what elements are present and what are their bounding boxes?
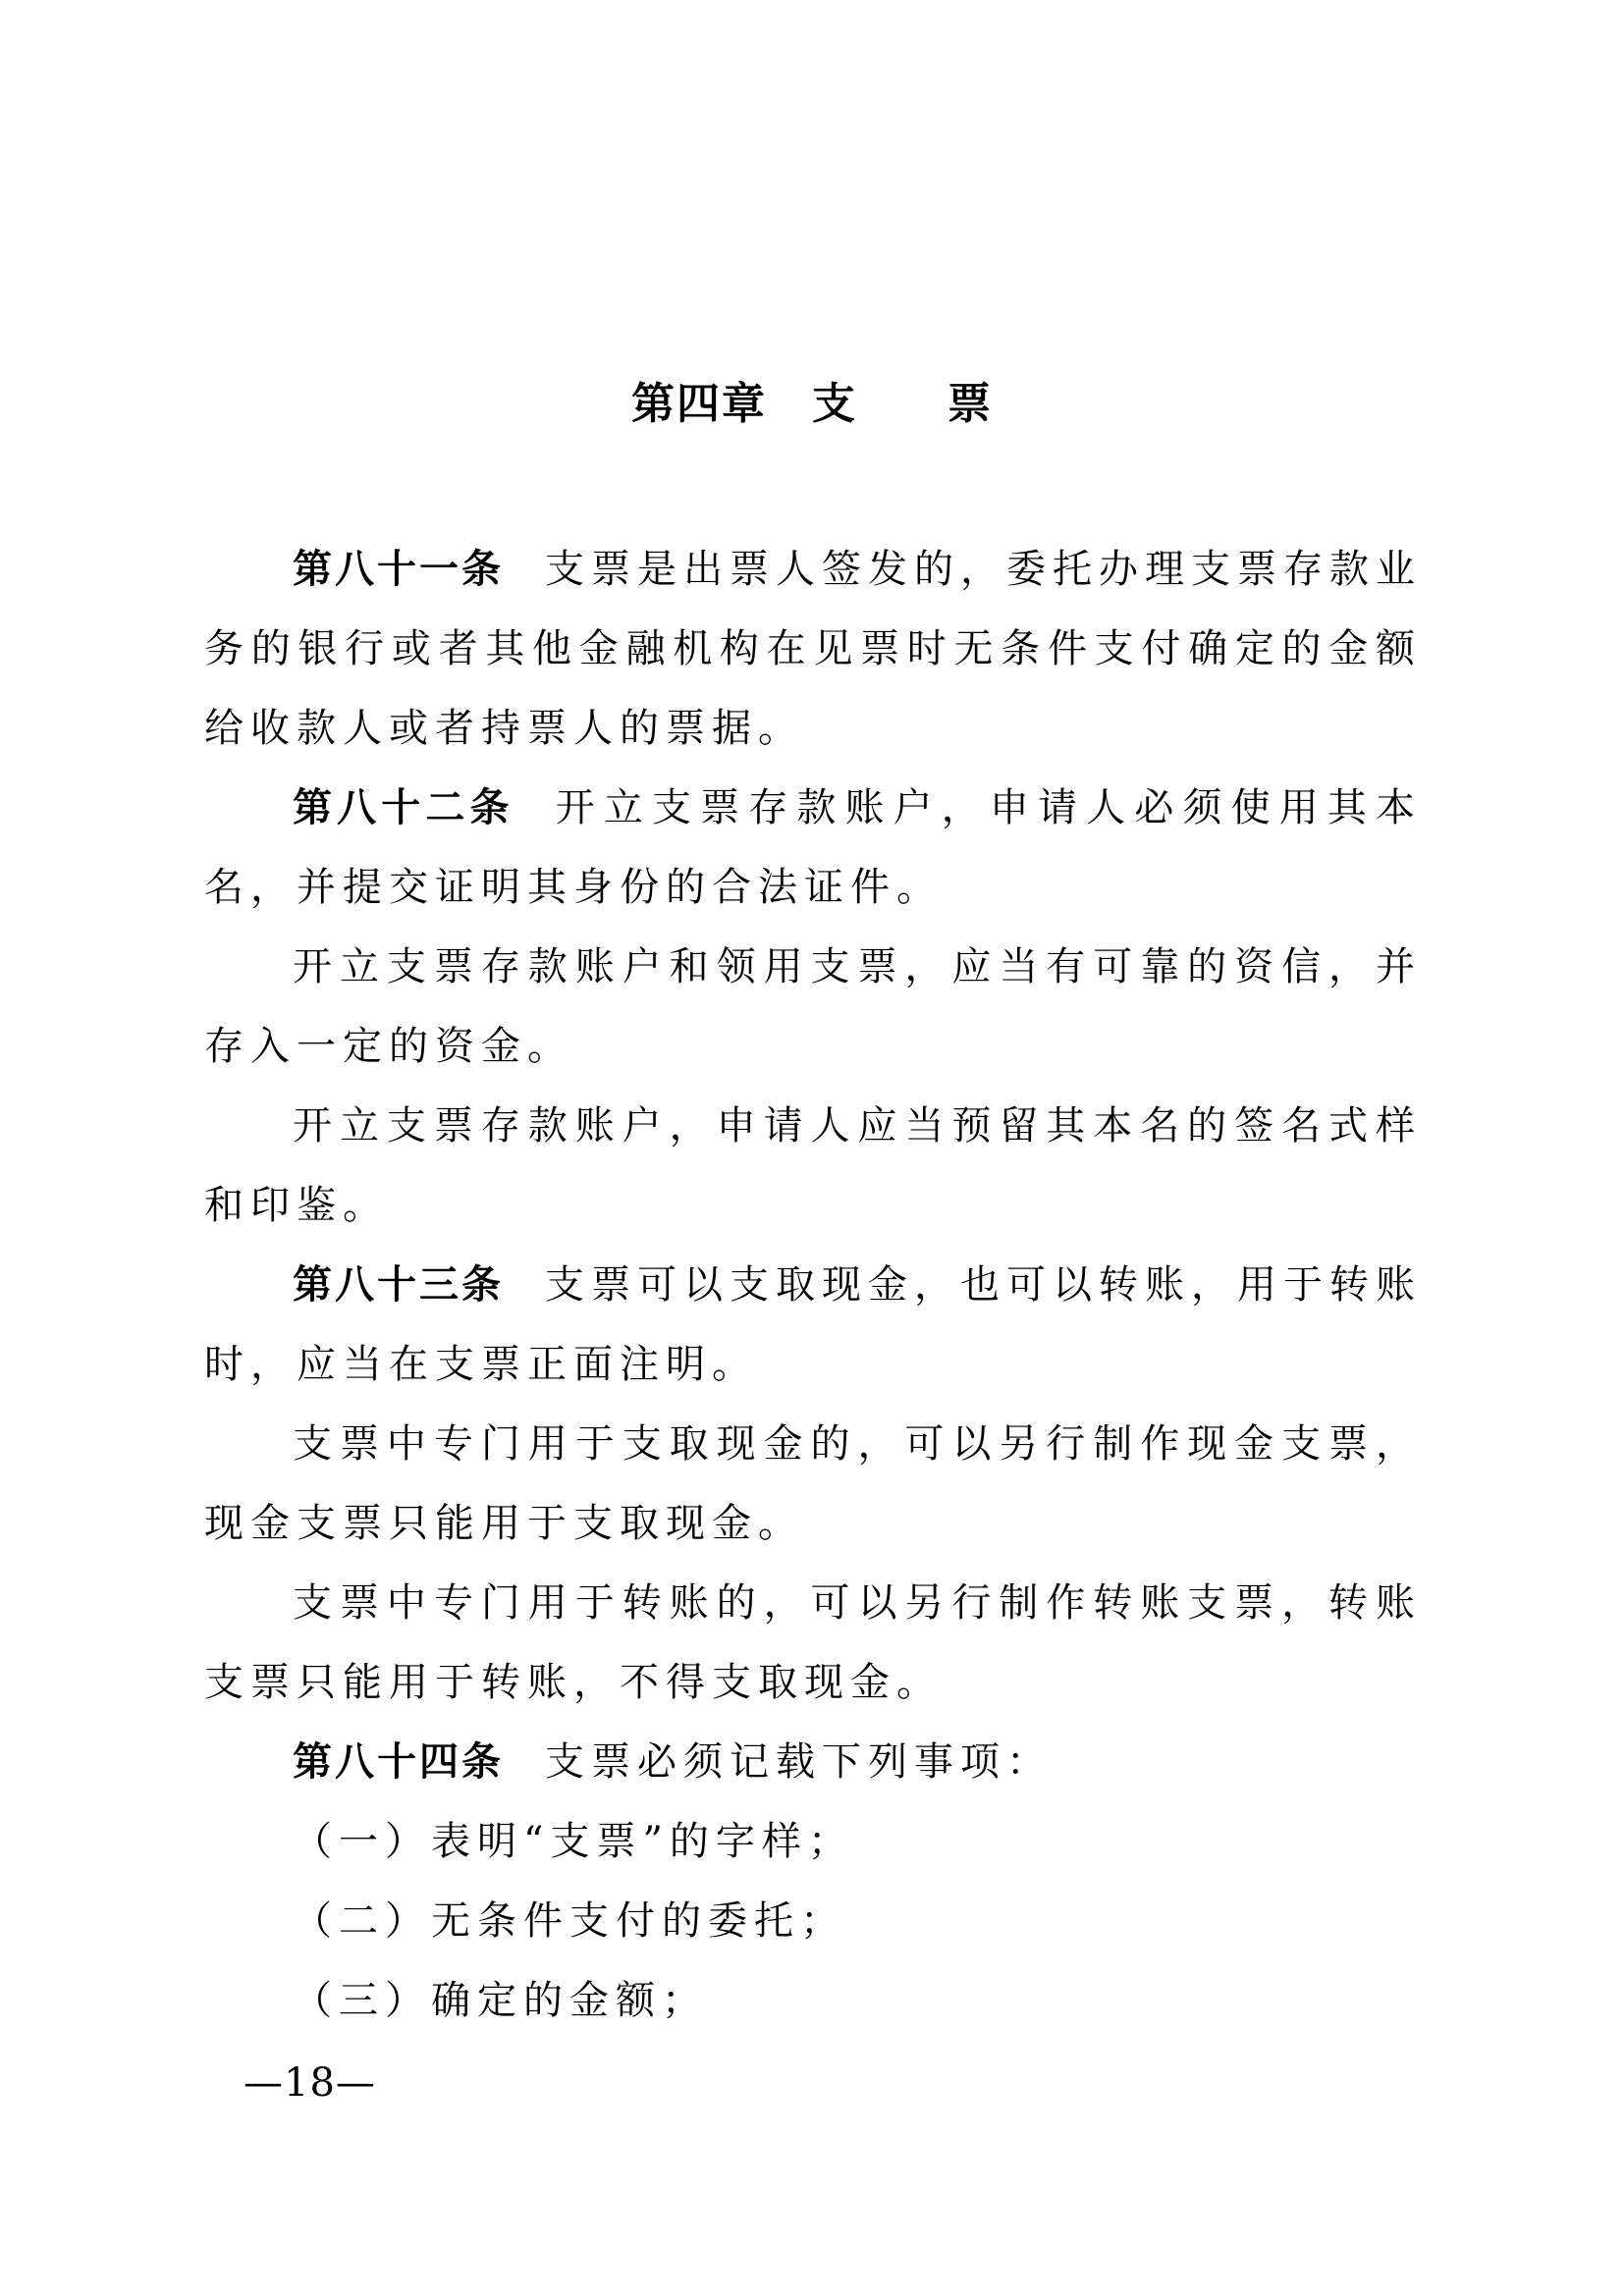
- paragraph-text: 支票是出票人签发的，委托办理支票存款业务的银行或者其他金融机构在见票时无条件支付确定的金额给收款人或者持票人的票据。: [204, 547, 1422, 751]
- document-body: [204, 530, 1422, 2041]
- article-number: 第八十二条: [293, 785, 514, 830]
- paragraph-text: （二）无条件支付的委托；: [293, 1898, 846, 1944]
- paragraph-text: （三）确定的金额；: [293, 1978, 708, 2023]
- paragraph-article-84: [204, 1723, 1422, 1802]
- paragraph-text: 开立支票存款账户和领用支票，应当有可靠的资信，并存入一定的资金。: [204, 944, 1422, 1069]
- paragraph-text: 开立支票存款账户，申请人应当预留其本名的签名式样和印鉴。: [204, 1103, 1422, 1228]
- paragraph-article-82: [204, 769, 1422, 928]
- paragraph-text: 支票必须记载下列事项：: [545, 1739, 1053, 1785]
- list-item: [204, 1961, 1422, 2041]
- list-item: [204, 1882, 1422, 1961]
- paragraph: [204, 1405, 1422, 1564]
- article-number: 第八十三条: [293, 1262, 504, 1308]
- paragraph-text: （一）表明“支票”的字样；: [293, 1819, 854, 1864]
- chapter-title: 第四章 支 票: [631, 379, 993, 429]
- paragraph-article-83: [204, 1246, 1422, 1405]
- paragraph: [204, 928, 1422, 1087]
- paragraph-text: 开立支票存款账户，申请人必须使用其本名，并提交证明其身份的合法证件。: [204, 785, 1423, 910]
- paragraph: [204, 1564, 1422, 1723]
- paragraph-text: 支票中专门用于转账的，可以另行制作转账支票，转账支票只能用于转账，不得支取现金。: [204, 1580, 1422, 1705]
- paragraph-article-81: [204, 530, 1422, 769]
- list-item: [204, 1802, 1422, 1882]
- paragraph: [204, 1087, 1422, 1246]
- article-number: 第八十一条: [293, 547, 504, 592]
- article-number: 第八十四条: [293, 1739, 504, 1785]
- page-number: —18—: [244, 2060, 376, 2106]
- paragraph-text: 支票中专门用于支取现金的，可以另行制作现金支票，现金支票只能用于支取现金。: [204, 1421, 1422, 1546]
- paragraph-text: 支票可以支取现金，也可以转账，用于转账时，应当在支票正面注明。: [204, 1262, 1422, 1387]
